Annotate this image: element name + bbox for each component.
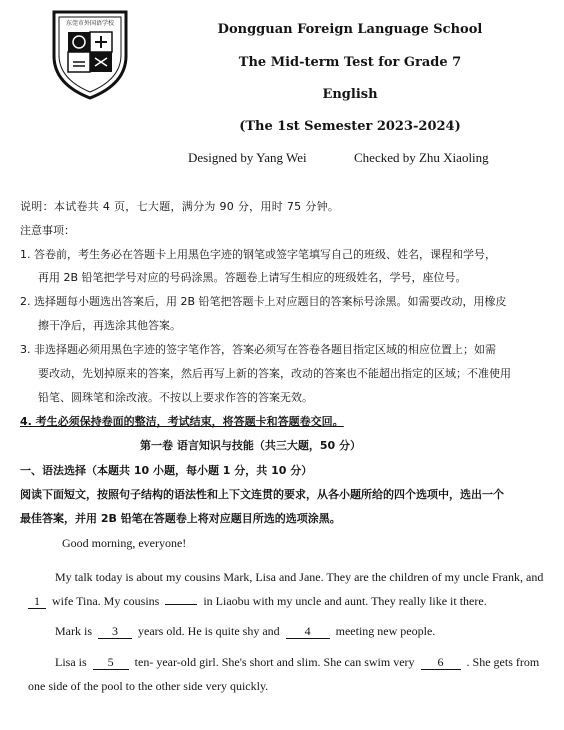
passage-text: . She gets from [466, 655, 540, 669]
instruction-item-2: 2. 选择题每小题选出答案后，用 2B 铅笔把答题卡上对应题目的答案标号涂黑。如需要改动，用橡皮 [20, 295, 507, 308]
subject-title: English [322, 87, 378, 102]
answer-blank-6[interactable]: 6 [421, 656, 461, 670]
school-name: Dongguan Foreign Language School [217, 22, 483, 37]
school-crest-logo [50, 8, 130, 100]
part1-title: 一、语法选择（本题共 10 小题，每小题 1 分，共 10 分） [20, 464, 313, 477]
answer-blank-3[interactable]: 3 [98, 625, 132, 639]
passage-paragraph-3 [55, 655, 539, 670]
instructions-heading: 注意事项： [20, 224, 75, 237]
instruction-item-3-cont2: 铅笔、圆珠笔和涂改液。不按以上要求作答的答案无效。 [38, 391, 313, 404]
passage-text: meeting new people. [335, 624, 436, 638]
section-title: 第一卷 语言知识与技能（共三大题，50 分） [140, 439, 361, 452]
checked-by: Checked by Zhu Xiaoling [354, 150, 489, 165]
passage-paragraph-3-cont: one side of the pool to the other side very quickly. [28, 679, 269, 693]
crest-text: 东莞市外国语学校 [65, 20, 114, 27]
instruction-item-4: 4. 考生必须保持卷面的整洁，考试结束，将答题卡和答题卷交回。 [20, 415, 344, 428]
semester-title: (The 1st Semester 2023-2024) [239, 119, 461, 134]
passage-text: wife Tina. My cousins [52, 594, 160, 608]
part1-desc: 阅读下面短文，按照句子结构的语法性和上下文连贯的要求，从各小题所给的四个选项中，选出一个 [20, 488, 504, 501]
instruction-item-3: 3. 非选择题必须用黑色字迹的签字笔作答，答案必须写在答卷各题目指定区域的相应位置上；如需 [20, 343, 496, 356]
passage-text: years old. He is quite shy and [138, 624, 280, 638]
passage-text: Mark is [55, 624, 92, 638]
instructions-note: 说明：本试卷共 4 页，七大题，满分为 90 分，用时 75 分钟。 [20, 200, 340, 213]
passage-paragraph-1 [55, 570, 543, 585]
instruction-item-2-cont: 擦干净后，再选涂其他答案。 [38, 319, 181, 332]
passage-text: ten- year-old girl. She's short and slim. She can swim very [134, 655, 415, 669]
test-title: The Mid-term Test for Grade 7 [238, 55, 462, 70]
passage-paragraph-2 [55, 624, 435, 639]
instruction-item-3-cont: 要改动，先划掉原来的答案，然后再写上新的答案，改动的答案也不能超出指定的区域；不准使用 [38, 367, 511, 380]
answer-blank-1[interactable]: 1 [28, 595, 46, 609]
passage-paragraph-1-cont [28, 594, 487, 609]
part1-desc-cont: 最佳答案，并用 2B 铅笔在答题卷上将对应题目所选的选项涂黑。 [20, 512, 341, 525]
answer-blank-5[interactable]: 5 [93, 656, 129, 670]
passage-text: in Liaobu with my uncle and aunt. They really like it there. [203, 594, 487, 608]
passage-greeting: Good morning, everyone! [62, 536, 187, 550]
designed-by: Designed by Yang Wei [188, 150, 307, 165]
answer-blank-4[interactable]: 4 [286, 625, 330, 639]
instruction-item-1-cont: 再用 2B 铅笔把学号对应的号码涂黑。答题卷上请写生相应的班级姓名，学号，座位号。 [38, 271, 467, 284]
passage-text: Lisa is [55, 655, 87, 669]
instruction-item-1: 1. 答卷前，考生务必在答题卡上用黑色字迹的钢笔或签字笔填写自己的班级、姓名，课程和学号， [20, 248, 496, 261]
passage-text: My talk today is about my cousins Mark, Lisa and Jane. They are the children of my uncle Frank, and [55, 570, 544, 584]
answer-blank-2[interactable] [165, 604, 197, 605]
